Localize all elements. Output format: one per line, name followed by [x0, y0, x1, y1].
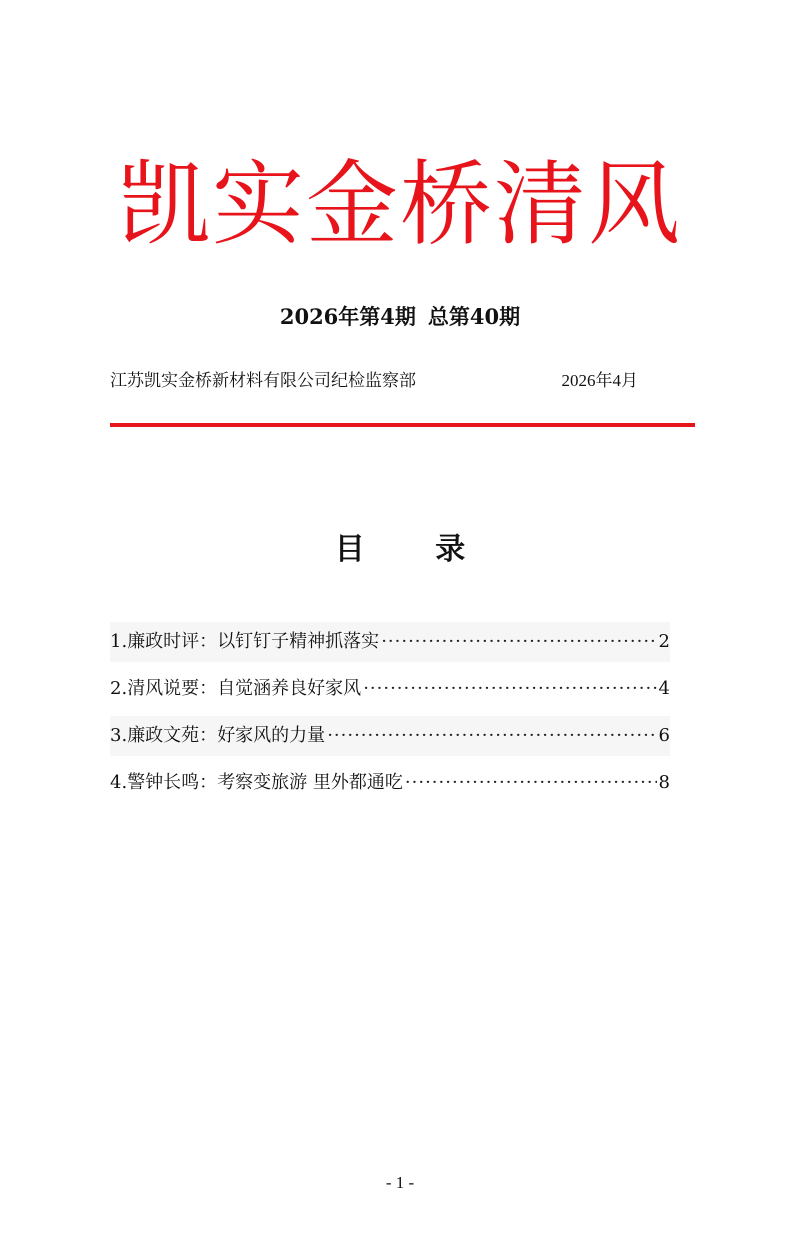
toc-item-number: 4. [110, 772, 128, 793]
toc-item-page: 4 [658, 678, 670, 699]
toc-leader-dots [405, 763, 657, 803]
toc-item-title: 考察变旅游 里外都通吃 [217, 772, 403, 793]
toc-item-page: 2 [658, 631, 670, 652]
toc-item-category: 清风说要： [127, 678, 218, 699]
toc-item-category: 廉政文苑： [127, 725, 218, 746]
toc-item-number: 1. [110, 631, 128, 652]
table-of-contents [110, 622, 670, 810]
toc-item[interactable] [110, 669, 670, 709]
toc-item-title: 自觉涵养良好家风 [217, 678, 362, 699]
toc-leader-dots [327, 716, 656, 756]
toc-item-category: 警钟长鸣： [127, 772, 218, 793]
toc-item-number: 2. [110, 678, 128, 699]
toc-item-category: 廉政时评： [127, 631, 218, 652]
toc-item[interactable] [110, 622, 670, 662]
issue-number: 2026年第4期 [279, 304, 416, 329]
publisher-name: 江苏凯实金桥新材料有限公司纪检监察部 [110, 371, 416, 390]
issue-line [0, 302, 800, 332]
page-number: - 1 - [385, 1173, 415, 1192]
toc-leader-dots [381, 622, 656, 662]
masthead-title: 凯实金桥清风 [117, 151, 682, 258]
total-issue-number: 总第40期 [427, 304, 521, 329]
publisher-row [110, 366, 638, 396]
toc-leader-dots [363, 669, 656, 709]
toc-item[interactable] [110, 763, 670, 803]
toc-item-page: 8 [658, 772, 670, 793]
toc-item-number: 3. [110, 725, 128, 746]
publication-date: 2026年4月 [561, 371, 638, 390]
red-divider-rule [110, 423, 695, 427]
toc-item-title: 好家风的力量 [217, 725, 326, 746]
toc-item[interactable] [110, 716, 670, 756]
toc-heading: 目 录 [334, 532, 496, 567]
toc-item-title: 以钉钉子精神抓落实 [217, 631, 380, 652]
toc-item-page: 6 [658, 725, 670, 746]
